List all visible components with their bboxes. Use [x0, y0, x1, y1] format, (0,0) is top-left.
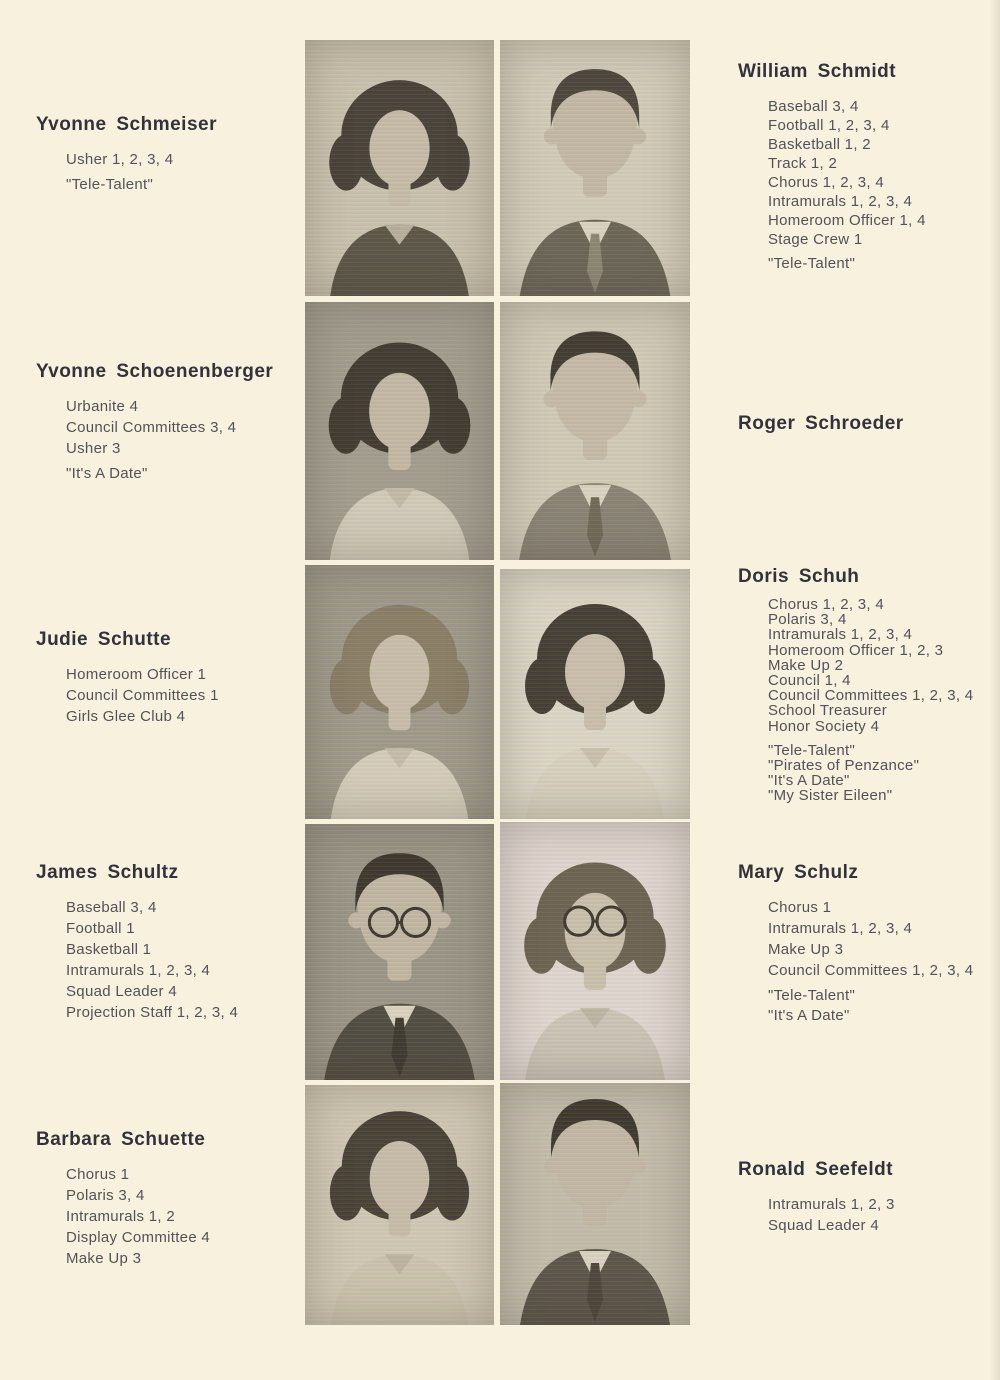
- student-name: Yvonne Schmeiser: [36, 114, 217, 135]
- play-line: "My Sister Eileen": [768, 787, 893, 805]
- activity-line: Intramurals 1, 2, 3, 4: [768, 193, 913, 210]
- activity-line: Squad Leader 4: [66, 983, 177, 1000]
- male-portrait-silhouette-icon: [500, 40, 690, 296]
- female-portrait-silhouette-icon: [305, 565, 494, 819]
- student-name: Yvonne Schoenenberger: [36, 361, 274, 382]
- portrait-photo-doris-schuh: [500, 569, 690, 819]
- activity-line: Chorus 1: [768, 899, 832, 916]
- activity-line: Football 1: [66, 920, 135, 937]
- female-portrait-silhouette-icon: [305, 302, 494, 560]
- female-portrait-silhouette-icon: [305, 40, 494, 296]
- play-line: "It's A Date": [768, 772, 850, 790]
- activity-line: Usher 1, 2, 3, 4: [66, 151, 174, 168]
- play-line: "Tele-Talent": [66, 176, 154, 193]
- student-entry-barbara-schuette: [36, 1129, 308, 1269]
- activity-line: Chorus 1: [66, 1166, 130, 1183]
- activity-line: Homeroom Officer 1, 4: [768, 212, 926, 229]
- activity-line: Intramurals 1, 2: [66, 1208, 176, 1225]
- student-name: James Schultz: [36, 862, 179, 883]
- activity-line: Intramurals 1, 2, 3: [768, 1196, 895, 1213]
- portrait-photo-james-schultz: [305, 824, 494, 1080]
- activity-line: Make Up 3: [66, 1250, 142, 1267]
- activity-line: Council 1, 4: [768, 672, 851, 690]
- activity-line: Council Committees 3, 4: [66, 419, 237, 436]
- student-entry-judie-schutte: [36, 629, 308, 727]
- play-line: "Tele-Talent": [768, 255, 856, 272]
- activity-line: Basketball 1, 2: [768, 136, 871, 153]
- activity-line: Girls Glee Club 4: [66, 708, 186, 725]
- portrait-photo-mary-schulz: [500, 822, 690, 1080]
- female-portrait-silhouette-icon: [500, 569, 690, 819]
- plays-list: [768, 743, 1000, 804]
- activity-line: Urbanite 4: [66, 398, 139, 415]
- student-entry-mary-schulz: [738, 862, 1000, 1026]
- student-name: Doris Schuh: [738, 566, 860, 587]
- activities-list: [66, 1164, 308, 1269]
- play-line: "It's A Date": [768, 1007, 850, 1024]
- activity-line: Baseball 3, 4: [768, 98, 859, 115]
- portrait-photo-yvonne-schmeiser: [305, 40, 494, 296]
- student-name: Ronald Seefeldt: [738, 1159, 894, 1180]
- activity-line: Track 1, 2: [768, 155, 838, 172]
- portrait-photo-yvonne-schoenenberger: [305, 302, 494, 560]
- activities-list: [66, 396, 308, 459]
- male-portrait-silhouette-icon: [500, 302, 690, 560]
- plays-list: [66, 464, 308, 484]
- portrait-photo-barbara-schuette: [305, 1085, 494, 1325]
- activity-line: Honor Society 4: [768, 717, 880, 735]
- student-entry-william-schmidt: [738, 61, 1000, 274]
- female-portrait-silhouette-icon: [305, 1085, 494, 1325]
- plays-list: [768, 986, 1000, 1026]
- plays-list: [66, 175, 308, 195]
- play-line: "Pirates of Penzance": [768, 757, 920, 775]
- activity-line: Intramurals 1, 2, 3, 4: [66, 962, 211, 979]
- activity-line: Homeroom Officer 1: [66, 666, 207, 683]
- student-entry-yvonne-schoenenberger: [36, 361, 308, 484]
- student-entry-doris-schuh: [738, 566, 1000, 804]
- male-portrait-with-glasses-silhouette-icon: [305, 824, 494, 1080]
- activity-line: Baseball 3, 4: [66, 899, 157, 916]
- play-line: "Tele-Talent": [768, 987, 856, 1004]
- activities-list: [768, 597, 1000, 734]
- activity-line: Council Committees 1, 2, 3, 4: [768, 962, 974, 979]
- activities-list: [768, 897, 1000, 981]
- activity-line: School Treasurer: [768, 702, 888, 720]
- student-name: Barbara Schuette: [36, 1129, 206, 1150]
- student-entry-ronald-seefeldt: [738, 1159, 1000, 1236]
- student-name: William Schmidt: [738, 61, 897, 82]
- activity-line: Chorus 1, 2, 3, 4: [768, 596, 884, 613]
- activity-line: Make Up 2: [768, 656, 844, 674]
- activity-line: Basketball 1: [66, 941, 152, 958]
- activity-line: Make Up 3: [768, 941, 844, 958]
- activities-list: [768, 1194, 1000, 1236]
- student-name: Judie Schutte: [36, 629, 172, 650]
- activity-line: Football 1, 2, 3, 4: [768, 117, 890, 134]
- activities-list: [66, 897, 308, 1023]
- play-line: "It's A Date": [66, 465, 148, 482]
- activities-list: [66, 664, 308, 727]
- plays-list: [768, 254, 1000, 274]
- activity-line: Intramurals 1, 2, 3, 4: [768, 920, 913, 937]
- student-name: Mary Schulz: [738, 862, 859, 883]
- portrait-photo-william-schmidt: [500, 40, 690, 296]
- play-line: "Tele-Talent": [768, 741, 856, 759]
- student-name: Roger Schroeder: [738, 413, 904, 434]
- student-entry-roger-schroeder: [738, 413, 1000, 435]
- portrait-photo-ronald-seefeldt: [500, 1083, 690, 1325]
- activities-list: [768, 97, 1000, 249]
- activity-line: Council Committees 1: [66, 687, 219, 704]
- student-entry-james-schultz: [36, 862, 308, 1023]
- portrait-photo-roger-schroeder: [500, 302, 690, 560]
- female-portrait-with-glasses-silhouette-icon: [500, 822, 690, 1080]
- male-portrait-silhouette-icon: [500, 1083, 690, 1325]
- activity-line: Polaris 3, 4: [768, 611, 847, 629]
- activity-line: Intramurals 1, 2, 3, 4: [768, 626, 913, 644]
- activity-line: Display Committee 4: [66, 1229, 211, 1246]
- activity-line: Chorus 1, 2, 3, 4: [768, 174, 884, 191]
- activity-line: Usher 3: [66, 440, 121, 457]
- activity-line: Polaris 3, 4: [66, 1187, 145, 1204]
- activity-line: Stage Crew 1: [768, 231, 863, 248]
- portrait-photo-judie-schutte: [305, 565, 494, 819]
- activity-line: Squad Leader 4: [768, 1217, 879, 1234]
- activity-line: Council Committees 1, 2, 3, 4: [768, 687, 974, 705]
- student-entry-yvonne-schmeiser: [36, 114, 308, 195]
- activity-line: Homeroom Officer 1, 2, 3: [768, 641, 944, 659]
- activities-list: [66, 149, 308, 170]
- activity-line: Projection Staff 1, 2, 3, 4: [66, 1004, 239, 1021]
